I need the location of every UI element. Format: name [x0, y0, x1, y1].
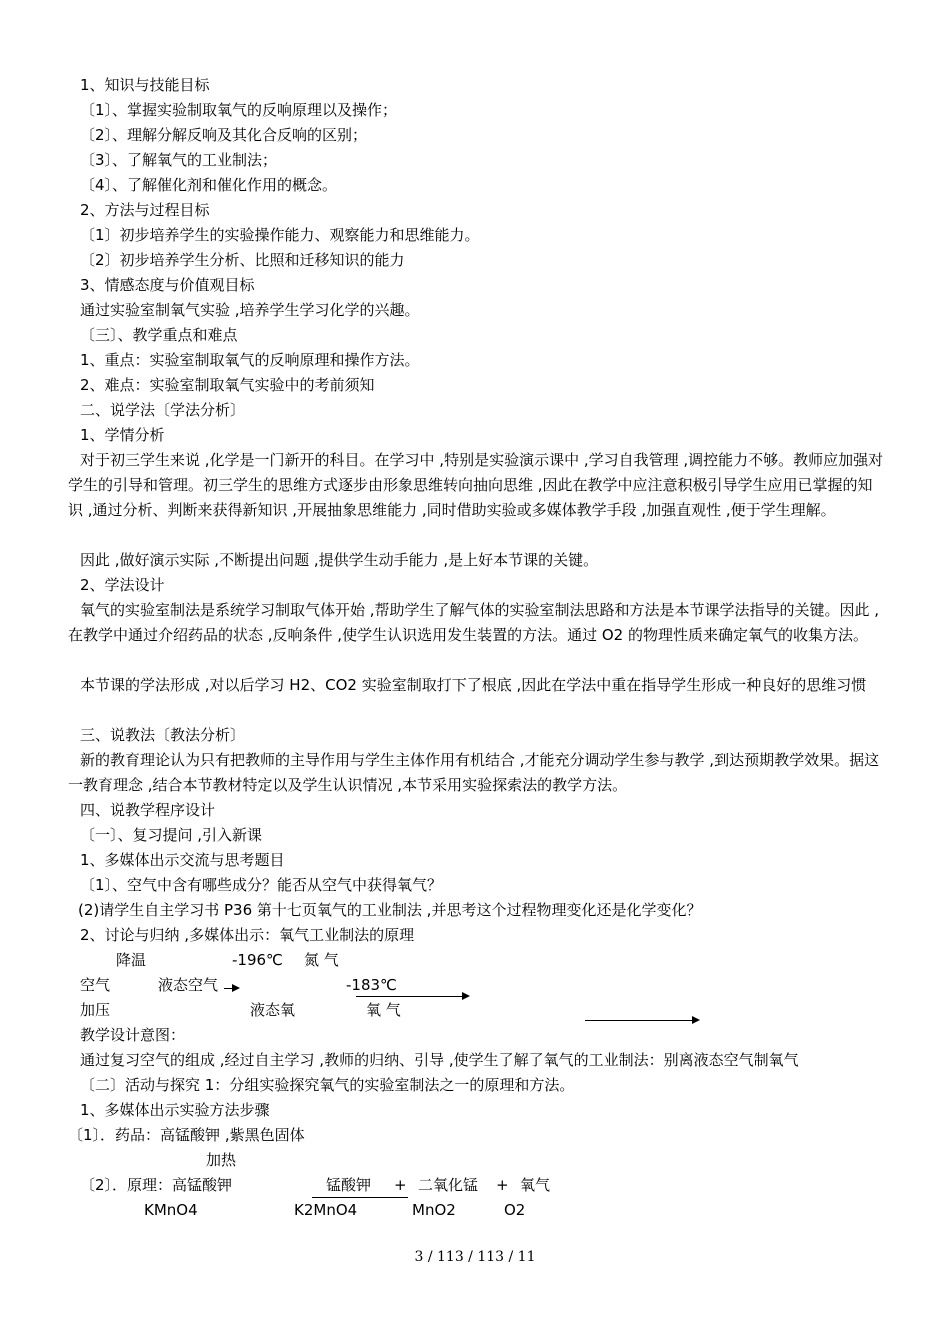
- label-temp-196: -196℃: [232, 951, 283, 969]
- label-liquid-air: 液态空气: [158, 976, 219, 994]
- heading-teaching-method: 三、说教法〔教法分析〕: [80, 726, 246, 744]
- arrow-oxygen: [585, 1020, 698, 1021]
- arrow-nitrogen: [356, 996, 468, 997]
- key-point: 1、重点：实验室制取氧气的反响原理和操作方法。: [80, 351, 420, 369]
- heading-learning-design: 2、学法设计: [80, 576, 165, 594]
- formula-kmno4: KMnO4: [144, 1201, 198, 1219]
- plus-sign-1: +: [394, 1176, 407, 1194]
- formula-o2: O2: [504, 1201, 526, 1219]
- heading-review: 〔一〕、复习提问 ,引入新课: [80, 826, 263, 844]
- goal-item-4: 〔4〕、了解催化剂和催化作用的概念。: [80, 176, 338, 194]
- paragraph-learning-design-1: 氧气的实验室制法是系统学习制取气体开始 ,帮助学生了解气体的实验室制法思路和方法是本节课学法指导的关键。因此 ,在教学中通过介绍药品的状态 ,反响条件 ,使学生认识选用发生装置的方法。通过 O2 的物理性质来确定氧气的收集方法。: [68, 601, 880, 644]
- label-air: 空气: [80, 976, 111, 994]
- heading-student-analysis: 1、学情分析: [80, 426, 165, 444]
- formula-mno2: MnO2: [412, 1201, 456, 1219]
- goal-item-1: 〔1〕、掌握实验制取氧气的反响原理以及操作；: [80, 101, 398, 119]
- goal-item-3: 〔3〕、了解氧气的工业制法；: [80, 151, 278, 169]
- question-2: (2)请学生自主学习书 P36 第十七页氧气的工业制法 ,并思考这个过程物理变化还是化学变化？: [78, 901, 702, 919]
- label-pressurize: 加压: [80, 1001, 111, 1019]
- method-item-1: 〔1〕初步培养学生的实验操作能力、观察能力和思维能力。: [80, 226, 480, 244]
- heading-method-goal: 2、方法与过程目标: [80, 201, 210, 219]
- principle-reactant: 〔2〕．原理：高锰酸钾: [80, 1176, 233, 1194]
- heading-attitude-goal: 3、情感态度与价值观目标: [80, 276, 255, 294]
- label-cooling: 降温: [116, 951, 147, 969]
- activity-heading: 〔二〕活动与探究 1：分组实验探究氧气的实验室制法之一的原理和方法。: [80, 1076, 575, 1094]
- experiment-steps-heading: 1、多媒体出示实验方法步骤: [80, 1101, 270, 1119]
- design-intent-heading: 教学设计意图：: [80, 1026, 186, 1044]
- attitude-text: 通过实验室制氧气实验 ,培养学生学习化学的兴趣。: [80, 301, 420, 319]
- label-nitrogen: 氮 气: [304, 951, 339, 969]
- method-item-2: 〔2〕初步培养学生分析、比照和迁移知识的能力: [80, 251, 405, 269]
- design-intent-text: 通过复习空气的组成 ,经过自主学习 ,教师的归纳、引导 ,使学生了解了氧气的工业制法：别离液态空气制氧气: [80, 1051, 799, 1069]
- heading-teaching-procedure: 四、说教学程序设计: [80, 801, 216, 819]
- plus-sign-2: +: [496, 1176, 509, 1194]
- discussion-heading: 2、讨论与归纳 ,多媒体出示：氧气工业制法的原理: [80, 926, 415, 944]
- heading-key-points: 〔三〕、教学重点和难点: [80, 326, 238, 344]
- goal-item-2: 〔2〕、理解分解反响及其化合反响的区别；: [80, 126, 368, 144]
- difficult-point: 2、难点：实验室制取氧气实验中的考前须知: [80, 376, 375, 394]
- label-liquid-oxygen: 液态氧: [250, 1001, 296, 1019]
- label-temp-183: -183℃: [346, 976, 397, 994]
- question-1: 〔1〕、空气中含有哪些成分？能否从空气中获得氧气？: [80, 876, 443, 894]
- label-heating: 加热: [206, 1151, 237, 1169]
- heading-learning-method: 二、说学法〔学法分析〕: [80, 401, 246, 419]
- formula-k2mno4: K2MnO4: [294, 1201, 358, 1219]
- product-oxygen: 氧气: [520, 1176, 551, 1194]
- page-number: 3 / 113 / 113 / 11: [414, 1249, 536, 1265]
- paragraph-learning-design-2: 本节课的学法形成 ,对以后学习 H2、CO2 实验室制取打下了根底 ,因此在学法中重在指导学生形成一种良好的思维习惯: [80, 676, 867, 694]
- reagent-line: 〔1〕．药品：高锰酸钾 ,紫黑色固体: [68, 1126, 305, 1144]
- arrow-liquid-air: [224, 988, 238, 989]
- product-manganese-dioxide: 二氧化锰: [418, 1176, 479, 1194]
- product-potassium-manganate: 锰酸钾: [326, 1176, 372, 1194]
- multimedia-questions: 1、多媒体出示交流与思考题目: [80, 851, 285, 869]
- paragraph-student-analysis: 对于初三学生来说 ,化学是一门新开的科目。在学习中 ,特别是实验演示课中 ,学习自我管理 ,调控能力不够。教师应加强对学生的引导和管理。初三学生的思维方式逐步由形象思维转向抽向思维 ,因此在教学中应注意积极引导学生应用已掌握的知识 ,通过分析、判断来获得新知识 ,开展抽象思维能力 ,同时借助实验或多媒体教学手段 ,加强直观性 ,便于学生理解。: [68, 451, 884, 519]
- label-oxygen: 氧 气: [366, 1001, 401, 1019]
- heading-knowledge-goal: 1、知识与技能目标: [80, 76, 210, 94]
- paragraph-teaching-method: 新的教育理论认为只有把教师的主导作用与学生主体作用有机结合 ,才能充分调动学生参与教学 ,到达预期教学效果。据这一教育理念 ,结合本节教材特定以及学生认识情况 ,本节采用实验探索法的教学方法。: [68, 751, 880, 794]
- paragraph-therefore: 因此 ,做好演示实际 ,不断提出问题 ,提供学生动手能力 ,是上好本节课的关键。: [80, 551, 599, 569]
- reaction-arrow-line: [312, 1197, 408, 1198]
